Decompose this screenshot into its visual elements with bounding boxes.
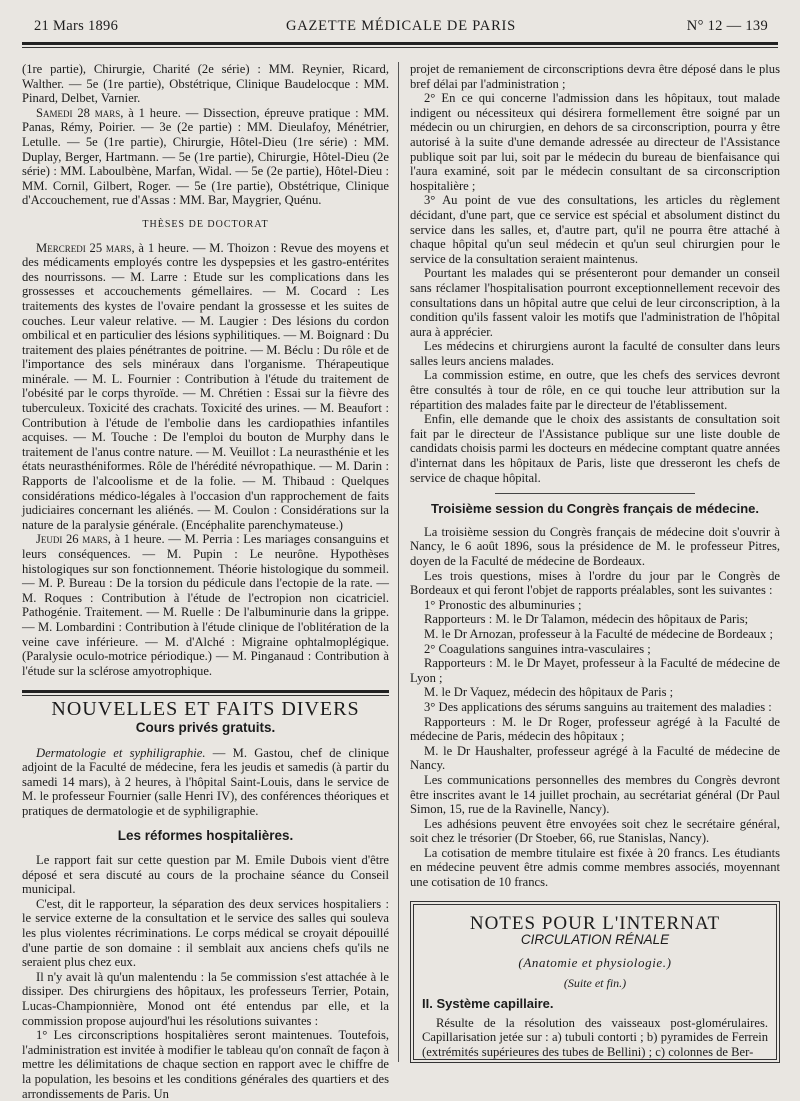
column-divider [398,62,399,1062]
right-column [410,62,780,1072]
congress-paragraph: La troisième session du Congrès français de médecine doit s'ouvrir à Nancy, le 6 août 1896, sous la présidence de M. le professeur Pitres, doyen de la Faculté de médecine de Bordeaux. [410,524,780,568]
reforms-paragraph: projet de remaniement de circonscriptions devra être déposé dans le plus bref délai par l'administration ; [410,62,780,91]
theses-text: à 1 heure. — M. Perria : Les mariages consanguins et leurs conséquences. — M. Pupin : Le neurône. Hypothèses histologiques sur son fonctionnement. Théorie histologique du sommeil. — M. P. Bureau : De la torsion du pédicule dans l'ectopie de la rate. — M. Roques : Contribution à l'étude de l'ectropion non cicatriciel. Pathogénie. Traitement. — M. Ruelle : De l'albuminurie dans la grippe. — M. Lombardini : Contribution à l'étude clinique de l'oblitération de la veine cave inférieure. — M. d'Alché : Migraine ophtalmoplégique. (Paralysie oculo-motrice périodique.) — M. Pinganaud : Contribution à l'étude sur la sclérose amyotrophique. [22,532,389,678]
day-label: Mercredi 25 mars, [36,240,135,255]
congress-title: Troisième session du Congrès français de médecine. [430,501,759,517]
congress-item: M. le Dr Arnozan, professeur à la Faculté de médecine de Bordeaux ; [424,626,773,641]
internat-notes-box [413,904,777,1061]
congress-item: M. le Dr Haushalter, professeur agrégé à la Faculté de médecine de Nancy. [410,743,780,773]
notes-subtitle: CIRCULATION RÉNALE [520,932,670,948]
reforms-paragraph: 2° En ce qui concerne l'admission dans les hôpitaux, tout malade indigent ou nécessiteux qui désirera formellement être soigné par un médecin ou un chirurgien, en dehors de sa circonscription, pourra y être autorisé à la suite d'une demande adressée au directeur de l'Assistance publique soit par lui, soit par le médecin du bureau de bienfaisance qui l'aura examiné, soit par le médecin consultant de sa circonscription hospitalière ; [410,91,780,193]
section-separator [495,493,695,494]
reforms-paragraph: Enfin, elle demande que le choix des assistants de consultation soit fait par le directeur de l'Assistance publique sur une liste double de candidats choisis parmi les docteurs en médecine comptant quatre années d'internat dans les hôpitaux de Paris, liste que dresseront les chefs de service de chaque hôpital. [410,412,780,485]
left-column [22,62,390,1101]
reforms-paragraph: Les médecins et chirurgiens auront la faculté de consulter dans leurs salles leurs anciens malades. [410,339,780,368]
reforms-paragraph: Pourtant les malades qui se présenteront pour demander un conseil sans réclamer l'hospitalisation pourront exceptionnellement recevoir des consultations dans un hôpital autre que celui de leur circonscription, à la condition qu'ils fassent valoir les motifs que l'administration de l'hôpital aura à apprécier. [410,266,780,339]
news-title: NOUVELLES ET FAITS DIVERS [51,698,360,721]
day-label: Samedi 28 mars, [36,105,124,120]
reforms-paragraph: 3° Au point de vue des consultations, les articles du règlement décidant, d'une part, que ce service est spécial et absolument distinct du service dans les salles, et, d'autre part, qu'il ne pourra être attaché à chaque hôpital qu'un seul médecin et qu'un seul chirurgien pour le service de la consultation seraient maintenus. [410,193,780,266]
exam-text: à 1 heure. — Dissection, épreuve pratique : MM. Panas, Rémy, Poirier. — 3e (2e partie) : MM. Dieulafoy, Ménétrier, Letulle. — 5e (1re partie), Chirurgie, Hôtel-Dieu (1re série) : MM. Duplay, Berger, Hartmann. — 5e (1re partie), Chirurgie, Hôtel-Dieu (2e série) : MM. Laboulbène, Marfan, Widal. — 5e (2e partie), Hôtel-Dieu : MM. Cornil, Gilbert, Roger. — 5e (1re partie), Obstétrique, Clinique d'Accouchement, rue d'Assas : MM. Bar, Maygrier, Quénu. [22,105,389,208]
system-title: II. Système capillaire. [422,996,554,1012]
courses-lead: Dermatologie et syphiligraphie. [36,745,206,760]
exam-paragraph: (1re partie), Chirurgie, Charité (2e série) : MM. Reynier, Ricard, Walther. — 5e (1re partie), Obstétrique, Clinique Baudelocque : MM. Pinard, Delbet, Varnier. [22,62,389,106]
header-page-number: N° 12 — 139 [686,18,768,34]
congress-paragraph: Les communications personnelles des membres du Congrès devront être inscrites avant le 14 juillet prochain, au secrétariat général (Dr Paul Simon, 15, rue de la Ravinelle, Nancy). [410,772,780,817]
header-title: GAZETTE MÉDICALE DE PARIS [285,18,517,34]
courses-paragraph [22,746,389,819]
congress-item: M. le Dr Vaquez, médecin des hôpitaux de Paris ; [424,685,674,700]
reforms-paragraph: Il n'y avait là qu'un malentendu : la 5e commission s'est attachée à le dissiper. Des chirurgiens des hôpitaux, les professeurs Terrier, Potain, Lucas-Championnière, Monod ont été entendus par elle, et la commission propose aujourd'hui les résolutions suivantes : [22,969,389,1028]
reforms-paragraph: La commission estime, en outre, que les chefs des services devront être consultés à tour de rôle, en ce qui touche leur attribution sur la répartition des malades faite par le directeur de l'établissement. [410,368,780,412]
theses-heading: THÈSES DE DOCTORAT [142,218,269,230]
reforms-paragraph: Le rapport fait sur cette question par M. Emile Dubois vient d'être déposé et sera discuté au cours de la prochaine séance du Conseil municipal. [22,853,389,897]
notes-title: NOTES POUR L'INTERNAT [469,912,721,934]
notes-subtitle-3: (Suite et fin.) [563,976,627,991]
theses-wednesday [22,241,389,533]
congress-paragraph: Les adhésions peuvent être envoyées soit chez le secrétaire général, soit chez le trésorier (Dr Stoeber, 66, rue Stanislas, Nancy). [410,816,780,846]
reforms-paragraph: C'est, dit le rapporteur, la séparation des deux services hospitaliers : le service externe de la consultation et le service des salles qui souleva les plus violentes récriminations. Le corps médical se croyait dépouillé d'une partie de son domaine : il semblait aux anciens chefs qu'ils ne seraient plus chez eux. [22,896,389,970]
theses-thursday [22,532,389,678]
page-header [34,14,768,38]
section-rule [22,690,389,693]
exam-paragraph-saturday [22,106,389,208]
header-date: 21 Mars 1896 [34,18,119,34]
courses-text: — M. Gastou, chef de clinique adjoint de la Faculté de médecine, fera les jeudis et samedis (à partir du samedi 14 mars), à 2 heures, à l'hôpital Saint-Louis, dans le service de M. le professeur Fournier (salle Henri IV), des conférences théoriques et pratiques de dermatologie et de syphiligraphie. [22,745,390,818]
day-label: Jeudi 26 mars, [36,532,111,547]
congress-item: 2° Coagulations sanguines intra-vasculaires ; [424,641,651,656]
theses-text: à 1 heure. — M. Thoizon : Revue des moyens et des médicaments employés contre les dyspepsies et les gastro-entérites des nourrissons. — M. Larre : Etude sur les complications dans les grossesses et accouchements gémellaires. — M. Cocard : Les traitements des kystes de l'ovaire pendant la grossesse et les suites de couches. Leur valeur relative. — M. Laugier : Des lésions du cordon ombilical et en particulier des lésions syphilitiques. — M. Boignard : Du traitement des plaies pénétrantes de poitrine. — M. Béclu : Du rôle et de l'importance des sels minéraux dans l'organisme. Thérapeutique minérale. — M. L. Fournier : Contribution à l'étude du traitement de l'obésité par le corps thyroïde. — M. Chrétien : Essai sur la fièvre des tuberculeux. Toxicité des crachats. Toxicité des urines. — M. Beaufort : Contribution à l'étude de l'embolie dans les cardiopathies infantiles acquises. — M. Touche : De l'emploi du bouton de Murphy dans le traitement de l'anus contre nature. — M. Veuillot : La neurasthénie et les états neurasthéniformes. Rôle de l'hérédité névropathique. — M. Darin : Rapports de l'alcoolisme et de la folie. — M. Thibaud : Quelques considérations médico-légales à l'occasion d'un rapprochement de faits judiciaires concernant les aliénés. — M. Coulon : Considérations sur la nature de la paralysie générale. (Encéphalite parenchymateuse.) [22,240,389,532]
congress-item: Rapporteurs : M. le Dr Talamon, médecin des hôpitaux de Paris; [424,612,749,627]
courses-title: Cours privés gratuits. [135,719,276,735]
congress-item: 1° Pronostic des albuminuries ; [424,597,582,612]
congress-item: Rapporteurs : M. le Dr Mayet, professeur à la Faculté de médecine de Lyon ; [410,656,780,685]
notes-paragraph: Résulte de la résolution des vaisseaux post-glomérulaires. Capillarisation jetée sur : a) tubuli contorti ; b) pyramides de Ferrein (extrémités supérieures des tubes de Bellini) ; c) colonnes de Ber- [422,1015,768,1059]
notes-subtitle-2: (Anatomie et physiologie.) [518,954,672,970]
reforms-title: Les réformes hospitalières. [117,827,294,843]
congress-paragraph: La cotisation de membre titulaire est fixée à 20 francs. Les étudiants en médecine peuvent être admis comme membres associés, moyennant une cotisation de 10 francs. [410,845,780,890]
reforms-paragraph: 1° Les circonscriptions hospitalières seront maintenues. Toutefois, l'administration est invitée à modifier le tableau qu'on connaît de façon à mettre les délimitations de chaque section en rapport avec le chiffre de la population, les besoins et les conditions générales des quartiers et des arrondissements de Paris. Un [22,1028,389,1101]
congress-item: Rapporteurs : M. le Dr Roger, professeur agrégé à la Faculté de médecine de Paris, médecin des hôpitaux ; [410,714,780,744]
congress-item: 3° Des applications des sérums sanguins au traitement des maladies : [424,699,772,714]
header-rule [22,42,778,45]
congress-paragraph: Les trois questions, mises à l'ordre du jour par le Congrès de Bordeaux et qui feront l'objet de rapports préalables, sont les suivantes : [410,568,780,598]
section-rule-thin [22,695,389,696]
header-rule-thin [22,47,778,48]
